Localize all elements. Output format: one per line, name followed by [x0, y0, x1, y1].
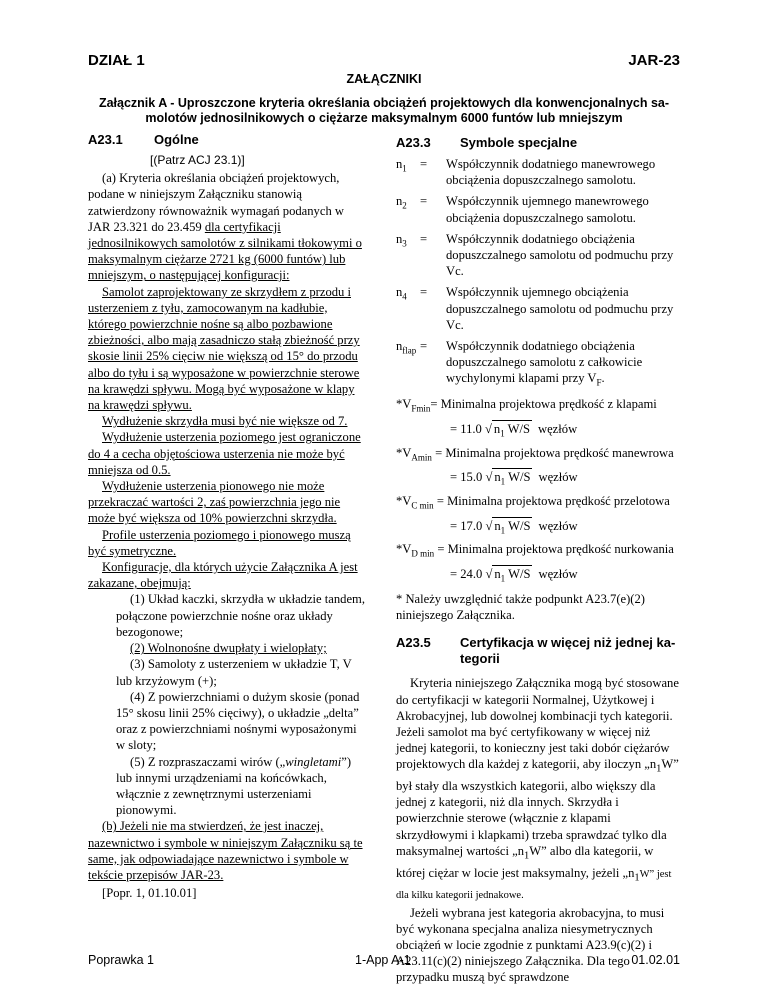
- paragraph-a: (a) Kryteria określania obciążeń projektowych, podane w niniejszym Załączniku stanowią zatwierdzony równoważnik wymagań podanych w JAR 23.321 do 23.459 dla certyfikacji jednosilnikowych samolotów z silnikami tłokowymi o maksymalnym ciężarze 2721 kg (6000 funtów) lub mniejszym, o następującej konfiguracji:: [88, 171, 362, 283]
- symbol-row: [396, 338, 680, 391]
- symbol-row: [396, 284, 680, 333]
- symbol-description: Współczynnik ujemnego obciążenia dopuszczalnego samolotu od podmuchu przy Vc.: [446, 285, 674, 332]
- appendix-title-line2: molotów jednosilnikowych o ciężarze maksymalnym 6000 funtów lub mniejszym: [145, 111, 623, 125]
- symbol-row: [396, 193, 680, 225]
- symbol-description: Współczynnik ujemnego manewrowego obciążenia dopuszczalnego samolotu.: [446, 194, 649, 225]
- speed-definition: [396, 396, 680, 441]
- list-item-1: (1) Układ kaczki, skrzydła w układzie tandem, połączone powierzchnie nośne oraz układy bezogonowe;: [116, 592, 365, 639]
- speed-formula: = 15.0 √ $n_1$ W/S węzłów: [396, 468, 680, 490]
- speed-formula: = 11.0 √ $n_1$ W/S węzłów: [396, 420, 680, 442]
- equals-sign: =: [420, 285, 428, 300]
- symbols-list: [396, 156, 680, 391]
- appendix-title-line1: Załącznik A - Uproszczone kryteria określania obciążeń projektowych dla konwencjonalnych sa-: [98, 96, 670, 110]
- sqrt-argument: $n_1$ W/S: [492, 565, 532, 587]
- speed-formula: = 17.0 √ $n_1$ W/S węzłów: [396, 517, 680, 539]
- sqrt-argument: $n_1$ W/S: [492, 468, 532, 490]
- section-number-a23-1: A23.1: [88, 132, 123, 147]
- speed-definition: [396, 493, 680, 538]
- speeds-note: * Należy uwzględnić także podpunkt A23.7(e)(2) niniejszego Załącznika.: [396, 591, 645, 623]
- section-number-a23-5: A23.5: [396, 635, 431, 651]
- symbol-name: $n_1$: [396, 157, 407, 174]
- symbol-name: $n_2$: [396, 194, 407, 211]
- paragraph-aerobatic: Jeżeli wybrana jest kategoria akrobacyjna, to musi być wykonana specjalna analiza niesymetrycznych obciążeń w locie zgodnie z punktami A23.9(c)(2) i A23.11(c)(2) niniejszego Załącznika. Dla tego przypadku muszą być sprawdzone: [396, 905, 665, 985]
- paragraph-prohibited: Konfiguracje, dla których użycie Załącznika A jest zakazane, obejmują:: [88, 560, 358, 591]
- section-heading-general: Ogólne: [154, 132, 199, 147]
- paragraph-categories: Kryteria niniejszego Załącznika mogą być stosowane do certyfikacji w kategorii Normalnej, Użytkowej i Akrobacyjnej, lub dowolnej kombinacji tych kategorii. Jeżeli samolot ma być certyfikowany w więcej niż jednej kategorii, to konieczny jest taki dobór ciężarów projektowych dla każdej z kategorii, aby iloczyn $„n_1W$” był stały dla wszystkich kategorii, albo większy dla jednej z kategorii, niż dla innych. Skrzydła i powierzchnie sterowe (włącznie z klapami skrzydłowymi i klapkami) trzeba sprawdzać tylko dla maksymalnej wartości $„n_1W$” albo dla kategorii, w której ciężar w locie jest maksymalny, jeżeli $„n_1W$” jest dla kilku kategorii jednakowe.: [396, 676, 679, 902]
- speed-label: $*V_{C min}$ = Minimalna projektowa prędkość przelotowa: [396, 494, 670, 511]
- equals-sign: =: [420, 231, 428, 246]
- paragraph-b: (b) Jeżeli nie ma stwierdzeń, że jest inaczej, nazewnictwo i symbole w niniejszym Załączniku są te same, jak odpowiadające nazewnictwo i symbole w tekście przepisów JAR-23.: [88, 819, 363, 882]
- section-heading-symbols: Symbole specjalne: [460, 135, 578, 150]
- sqrt-sign: √: [482, 567, 493, 582]
- symbol-name: $n_3$: [396, 231, 407, 249]
- symbol-description: Współczynnik dodatniego obciążenia dopuszczalnego samolotu z całkowicie wychylonymi klapami przy $V_F$.: [446, 339, 643, 388]
- symbol-description: Współczynnik dodatniego obciążenia dopuszczalnego samolotu od podmuchu przy Vc.: [446, 231, 674, 279]
- speed-definition: [396, 541, 680, 586]
- amendment-note: [Popr. 1, 01.10.01]: [102, 886, 197, 901]
- speed-label: $*V_{D min}$ = Minimalna projektowa prędkość nurkowania: [396, 542, 674, 559]
- header-section-label: DZIAŁ 1: [88, 52, 145, 69]
- paragraph-profiles: Profile usterzenia poziomego i pionowego muszą być symetryczne.: [88, 527, 351, 558]
- paragraph-configuration: Samolot zaprojektowany ze skrzydłem z przodu i usterzeniem z tyłu, zamocowanym na kadłubie, którego powierzchnie nośne są albo pozbawione zbieżności, albo mają zasadniczo stałą zbieżność przy skosie linii 25% cięciw nie większą od 15° do przodu albo do tyłu i są wyposażone w powierzchnie sterowe na krawędzi spływu. Mogą być wyposażone w klapy na krawędzi spływu.: [88, 284, 360, 413]
- speeds-list: [396, 396, 680, 587]
- symbol-name: $n_4$: [396, 285, 407, 302]
- symbol-row: [396, 156, 680, 188]
- paragraph-vtail: Wydłużenie usterzenia pionowego nie może przekraczać wartości 2, zaś powierzchnia jego nie może być większa od 10% powierzchni skrzydła.: [88, 479, 341, 526]
- footer-page-number: 1-App A-1: [355, 953, 411, 967]
- page-title: ZAŁĄCZNIKI: [346, 72, 422, 86]
- sqrt-argument: $n_1$ W/S: [492, 517, 532, 539]
- section-heading-certification-line2: tegorii: [460, 651, 500, 667]
- sqrt-sign: √: [482, 470, 493, 485]
- sqrt-argument: $n_1$ W/S: [492, 420, 532, 442]
- speed-label: $*V_{Amin}$ = Minimalna projektowa prędkość manewrowa: [396, 445, 674, 463]
- equals-sign: =: [420, 157, 428, 171]
- list-item-5: (5) Z rozpraszaczami wirów („wingletami”) lub innymi urządzeniami na końcówkach, włącznie z zewnętrznymi usterzeniami pionowymi.: [116, 754, 352, 818]
- equals-sign: =: [420, 339, 428, 354]
- section-a23-5-heading: [396, 635, 680, 671]
- list-item-4: (4) Z powierzchniami o dużym skosie (ponad 15° skosu linii 25% cięciwy), o układzie „delta” oraz z powierzchniami nośnymi wyposażonymi w sloty;: [116, 689, 360, 753]
- left-column: [88, 152, 368, 901]
- sqrt-sign: √: [482, 518, 493, 533]
- list-item-2: (2) Wolnonośne dwupłaty i wielopłaty;: [130, 641, 327, 656]
- symbol-name: $n_{flap}$: [396, 339, 417, 356]
- footer-date: 01.02.01: [631, 953, 680, 967]
- speed-definition: [396, 445, 680, 490]
- acj-reference: [(Patrz ACJ 23.1)]: [150, 153, 245, 167]
- speed-label: $*V_{Fmin}=$ Minimalna projektowa prędkość z klapami: [396, 397, 657, 414]
- symbol-description: Współczynnik dodatniego manewrowego obciążenia dopuszczalnego samolotu.: [446, 157, 656, 188]
- equals-sign: =: [420, 194, 428, 209]
- right-column: [396, 156, 680, 986]
- symbol-row: [396, 231, 680, 280]
- section-heading-certification-line1: Certyfikacja w więcej niż jednej ka-: [460, 635, 676, 651]
- paragraph-htail: Wydłużenie usterzenia poziomego jest ograniczone do 4 a cecha objętościowa usterzenia nie może być mniejsza od 0.5.: [88, 430, 361, 477]
- header-document-code: JAR-23: [628, 52, 680, 69]
- section-number-a23-3: A23.3: [396, 135, 431, 150]
- paragraph-wing-aspect: Wydłużenie skrzydła musi być nie większe od 7.: [102, 414, 348, 429]
- speed-formula: = 24.0 √ $n_1$ W/S węzłów: [396, 565, 680, 587]
- footer-amendment: Poprawka 1: [88, 953, 155, 967]
- sqrt-sign: √: [481, 421, 492, 436]
- list-item-3: (3) Samoloty z usterzeniem w układzie T, V lub krzyżowym (+);: [116, 657, 352, 688]
